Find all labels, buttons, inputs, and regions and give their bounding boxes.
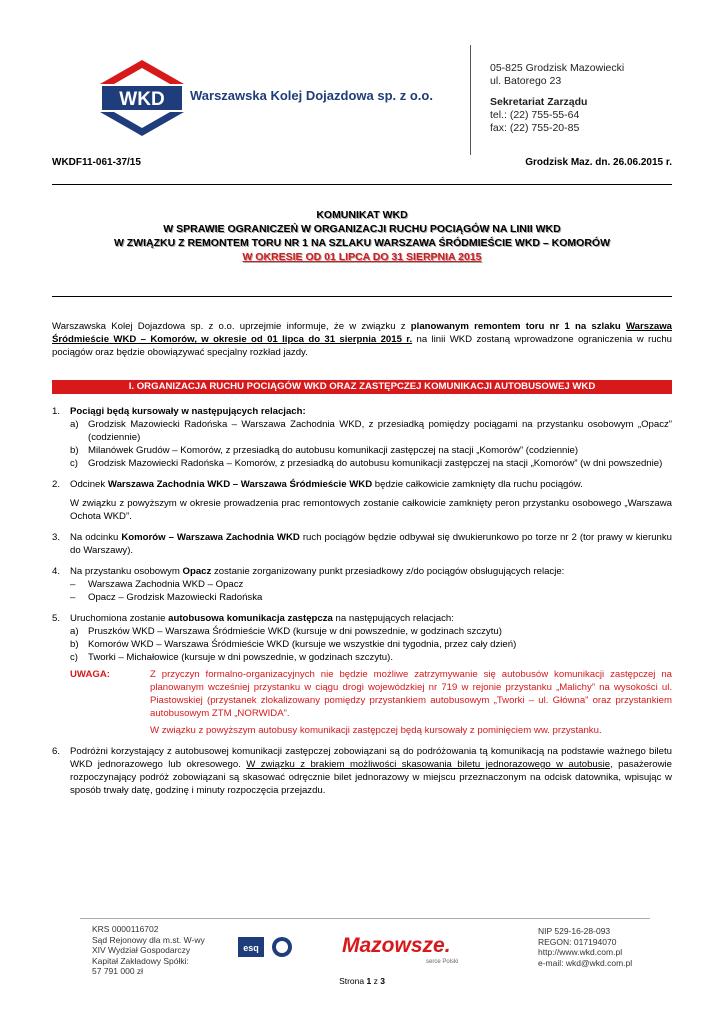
nip-line: http://www.wkd.com.pl: [538, 947, 623, 957]
sub-text: Pruszków WKD – Warszawa Śródmieście WKD (kursuje w dni powszednie, w godzinach szczytu): [88, 626, 502, 637]
cert-text: esq: [243, 943, 259, 953]
item-text: Odcinek: [70, 479, 108, 490]
krs-line: Sąd Rejonowy dla m.st. W-wy: [92, 934, 205, 945]
certification-logo: [238, 935, 298, 959]
address-line1: 05-825 Grodzisk Mazowiecki: [490, 62, 625, 74]
item-text: na następujących relacjach:: [332, 613, 454, 624]
item-text: , pasażerowie rozpoczynający podróż zobowiązani są skasować odręcznie bilet jednorazowy w miejscu przeznaczonym na odcisk datownika, wpisując w sposób trwały datę, godzinę i minuty rozpoczęcia przejazdu.: [70, 759, 672, 796]
item-underline: W związku z brakiem możliwości skasowania biletu jednorazowego w autobusie: [246, 759, 611, 770]
fax: fax: (22) 755-20-85: [490, 122, 580, 134]
body-list: [52, 405, 672, 805]
sub-letter: a): [70, 419, 79, 430]
page-prefix: Strona: [339, 976, 367, 986]
sub-letter: c): [70, 652, 78, 663]
page-total: 3: [380, 976, 385, 986]
nip-line: NIP 529-16-28-093: [538, 926, 611, 936]
list-item: [52, 612, 672, 737]
nip-line: e-mail: wkd@wkd.com.pl: [538, 957, 633, 968]
item-number: 6.: [52, 746, 61, 757]
sub-item: [70, 418, 672, 444]
divider-top: [52, 184, 672, 185]
dash-item: [70, 578, 672, 591]
sub-item: [70, 457, 672, 470]
krs-line: KRS 0000116702: [92, 924, 159, 934]
dash-mark: –: [70, 592, 76, 603]
logo-text: WKD: [119, 89, 165, 110]
nip-block: [538, 926, 632, 968]
item-number: 2.: [52, 479, 61, 490]
list-item: [52, 531, 672, 557]
address-line2: ul. Batorego 23: [490, 75, 562, 87]
item-text: zostanie zorganizowany punkt przesiadkowy z/do pociągów obsługujących relacje:: [211, 566, 565, 577]
header-divider: [470, 45, 471, 155]
item-bold: autobusowa komunikacja zastępcza: [168, 613, 333, 624]
item-number: 3.: [52, 532, 61, 543]
item-text: Podróżni korzystający z autobusowej komunikacji zastępczej zobowiązani są do podróżowania tą komunikacją na podstawie ważnego biletu WKD jednorazowego lub okresowego.: [70, 746, 672, 770]
item-number: 1.: [52, 406, 61, 417]
mazowsze-text: Mazowsze.: [342, 934, 451, 957]
item-text: Na odcinku: [70, 532, 122, 543]
item-text: będzie całkowicie zamknięty dla ruchu pociągów.: [372, 479, 583, 490]
company-name: Warszawska Kolej Dojazdowa sp. z o.o.: [190, 88, 433, 103]
warning-text: [150, 668, 672, 737]
sub-text: Grodzisk Mazowiecki Radońska – Komorów, z przesiadką do autobusu komunikacji zastępczej na stacji „Komorów” (w dni powszednie): [88, 458, 663, 469]
krs-block: [92, 924, 205, 977]
nip-line: REGON: 017194070: [538, 936, 617, 947]
tel: tel.: (22) 755-55-64: [490, 109, 580, 121]
divider-title: [52, 296, 672, 297]
mazowsze-subtext: serce Polski: [426, 959, 459, 965]
sub-letter: a): [70, 626, 79, 637]
sub-item: [70, 638, 672, 651]
item-paragraph: W związku z powyższym w okresie prowadzenia prac remontowych zostanie całkowicie zamknięty peron przystanku osobowego „Warszawa Ochota WKD”.: [70, 498, 672, 522]
section-title: I. ORGANIZACJA RUCHU POCIĄGÓW WKD ORAZ ZASTĘPCZEJ KOMUNIKACJI AUTOBUSOWEJ WKD: [52, 380, 672, 394]
dash-text: Opacz – Grodzisk Mazowiecki Radońska: [88, 592, 263, 603]
title-line4: W OKRESIE OD 01 LIPCA DO 31 SIERPNIA 2015: [242, 251, 482, 263]
item-number: 4.: [52, 566, 61, 577]
list-item: [52, 745, 672, 797]
dash-text: Warszawa Zachodnia WKD – Opacz: [88, 579, 244, 590]
item-bold: Opacz: [182, 566, 212, 577]
item-text: Uruchomiona zostanie: [70, 613, 169, 624]
list-item: [52, 405, 672, 470]
list-item: [52, 478, 672, 523]
title-line1: KOMUNIKAT WKD: [316, 209, 408, 221]
intro-paragraph: [52, 320, 672, 359]
wkd-logo: [92, 58, 192, 138]
sub-letter: c): [70, 458, 78, 469]
item-text: ruch pociągów będzie odbywał się dwukierunkowo po torze nr 2 (tor prawy w kierunku do Warszawy).: [70, 532, 672, 556]
title-block: [52, 208, 672, 264]
mazowsze-logo: [340, 930, 470, 966]
intro-bold: planowanym remontem toru nr 1 na szlaku: [410, 321, 626, 332]
sub-item: [70, 444, 672, 457]
dash-item: [70, 591, 672, 604]
page-mid: z: [371, 976, 381, 986]
sub-text: Tworki – Michałowice (kursuje w dni powszednie, w godzinach szczytu).: [88, 652, 393, 663]
reference-number: WKDF11-061-37/15: [52, 157, 141, 168]
warning-block: [70, 668, 672, 737]
warning-paragraph2: W związku z powyższym autobusy komunikacji zastępczej będą kursowały z pominięciem ww. przystanku.: [150, 725, 602, 736]
secretariat: Sekretariat Zarządu: [490, 96, 588, 108]
page-current: 1: [366, 976, 372, 986]
footer-divider: [80, 918, 650, 919]
item-number: 5.: [52, 613, 61, 624]
list-item: [52, 565, 672, 604]
intro-text2: na linii WKD zostaną wprowadzone ograniczenia w ruchu pociągów oraz będzie obowiązywać specjalny rozkład jazdy.: [52, 334, 672, 358]
krs-line: XIV Wydział Gospodarczy: [92, 945, 191, 955]
item-bold: Warszawa Zachodnia WKD – Warszawa Śródmieście WKD: [107, 479, 373, 490]
item-text: Na przystanku osobowym: [70, 566, 183, 577]
intro-underline: Warszawa Śródmieście WKD – Komorów, w okresie od 01 lipca do 31 sierpnia 2015 r.: [52, 321, 673, 345]
intro-text: Warszawska Kolej Dojazdowa sp. z o.o. uprzejmie informuje, że w związku z: [52, 321, 411, 332]
dash-mark: –: [70, 579, 76, 590]
sub-letter: b): [70, 639, 79, 650]
address-block: [490, 62, 624, 135]
place-date: Grodzisk Maz. dn. 26.06.2015 r.: [525, 157, 672, 168]
sub-text: Grodzisk Mazowiecki Radońska – Warszawa Zachodnia WKD, z przesiadką pomiędzy pociągami na przystanku osobowym „Opacz” (codziennie): [88, 419, 672, 443]
sub-letter: b): [70, 445, 79, 456]
warning-label: UWAGA:: [70, 669, 110, 680]
sub-text: Komorów WKD – Warszawa Śródmieście WKD (kursuje we wszystkie dni tygodnia, przez cały dzień): [88, 639, 517, 650]
sub-item: [70, 651, 672, 664]
warning-paragraph1: Z przyczyn formalno-organizacyjnych nie będzie możliwe zatrzymywanie się autobusów komunikacji zastępczej na planowanym wcześniej przystanku w ciągu drogi wojewódzkiej nr 719 w rejonie przystanku „Malichy” na wysokości ul. Piastowskiej (przystanek zlokalizowany pomiędzy przystankiem autobusowym „Tworki – ul. Główna” oraz przystankiem autobusowym ZTM „NORWIDA”.: [150, 669, 672, 719]
item-bold: Komorów – Warszawa Zachodnia WKD: [121, 532, 300, 543]
title-line2: W SPRAWIE OGRANICZEŃ W ORGANIZACJI RUCHU POCIĄGÓW NA LINII WKD: [163, 223, 561, 235]
page-number: [0, 976, 724, 986]
title-line3: W ZWIĄZKU Z REMONTEM TORU NR 1 NA SZLAKU WARSZAWA ŚRÓDMIEŚCIE WKD – KOMORÓW: [113, 237, 610, 249]
sub-item: [70, 625, 672, 638]
item-heading: Pociągi będą kursowały w następujących relacjach:: [70, 406, 306, 417]
krs-line: 57 791 000 zł: [92, 966, 144, 976]
krs-line: Kapitał Zakładowy Spółki:: [92, 955, 189, 966]
sub-text: Milanówek Grudów – Komorów, z przesiadką do autobusu komunikacji zastępczej na stacji „Komorów” (codziennie): [88, 445, 579, 456]
